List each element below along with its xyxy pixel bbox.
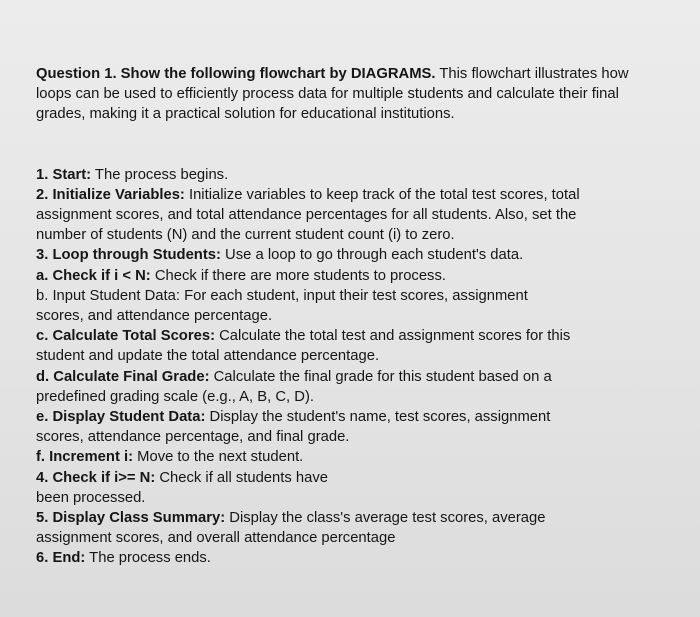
- step-3b-line-2: scores, and attendance percentage.: [36, 308, 273, 325]
- step-4: [36, 468, 676, 488]
- step-5-label: 5. Display Class Summary:: [36, 510, 226, 527]
- question-intro: [36, 64, 676, 125]
- step-3c-label: c. Calculate Total Scores:: [36, 328, 215, 345]
- step-5: [36, 508, 676, 528]
- step-3d-text: Calculate the final grade for this student based on a: [209, 368, 552, 385]
- intro-text-1: This flowchart illustrates how: [435, 66, 629, 82]
- intro-line-3: grades, making it a practical solution for educational institutions.: [36, 106, 455, 123]
- step-3e: [36, 407, 676, 427]
- step-4-line-2: been processed.: [36, 489, 146, 506]
- step-2-label: 2. Initialize Variables:: [36, 186, 185, 203]
- step-1-text: The process begins.: [91, 166, 229, 183]
- step-3a: [36, 266, 676, 286]
- step-3c-text: Calculate the total test and assignment scores for this: [215, 328, 571, 345]
- step-3a-label: a. Check if i < N:: [36, 267, 151, 284]
- step-2: [36, 185, 676, 205]
- step-5-line-2: assignment scores, and overall attendance percentage: [36, 530, 396, 547]
- question-heading: Question 1. Show the following flowchart by DIAGRAMS.: [36, 66, 436, 82]
- step-3f-label: f. Increment i:: [36, 449, 134, 466]
- step-6-text: The process ends.: [85, 550, 211, 567]
- step-6-label: 6. End:: [36, 550, 86, 567]
- step-3e-line-2: scores, attendance percentage, and final grade.: [36, 429, 350, 446]
- step-3d-line-2: predefined grading scale (e.g., A, B, C, D).: [36, 388, 314, 405]
- step-5-text: Display the class's average test scores, average: [225, 510, 546, 527]
- step-3b: b. Input Student Data: For each student, input their test scores, assignment: [36, 287, 528, 304]
- step-list: [36, 165, 676, 569]
- step-3c-line-2: student and update the total attendance percentage.: [36, 348, 380, 365]
- step-6: [36, 548, 676, 568]
- step-3f: [36, 447, 676, 467]
- step-3f-text: Move to the next student.: [133, 449, 304, 466]
- step-3d-label: d. Calculate Final Grade:: [36, 368, 210, 385]
- step-2-text: Initialize variables to keep track of the total test scores, total: [184, 186, 580, 203]
- step-3a-text: Check if there are more students to process.: [150, 267, 446, 284]
- step-1-label: 1. Start:: [36, 166, 92, 183]
- step-3c: [36, 326, 676, 346]
- step-1: [36, 165, 676, 185]
- step-3: [36, 245, 676, 265]
- step-3d: [36, 367, 676, 387]
- intro-line-1: [36, 64, 676, 84]
- step-4-label: 4. Check if i>= N:: [36, 469, 156, 486]
- step-4-text: Check if all students have: [155, 469, 328, 486]
- document-body: [36, 64, 676, 569]
- step-2-line-2: assignment scores, and total attendance percentages for all students. Also, set the: [36, 207, 577, 224]
- step-3e-text: Display the student's name, test scores, assignment: [205, 409, 551, 426]
- step-3-label: 3. Loop through Students:: [36, 247, 221, 264]
- step-2-line-3: number of students (N) and the current student count (i) to zero.: [36, 227, 455, 244]
- step-3e-label: e. Display Student Data:: [36, 409, 206, 426]
- step-3-text: Use a loop to go through each student's data.: [220, 247, 524, 264]
- intro-line-2: loops can be used to efficiently process data for multiple students and calculate their final: [36, 86, 619, 103]
